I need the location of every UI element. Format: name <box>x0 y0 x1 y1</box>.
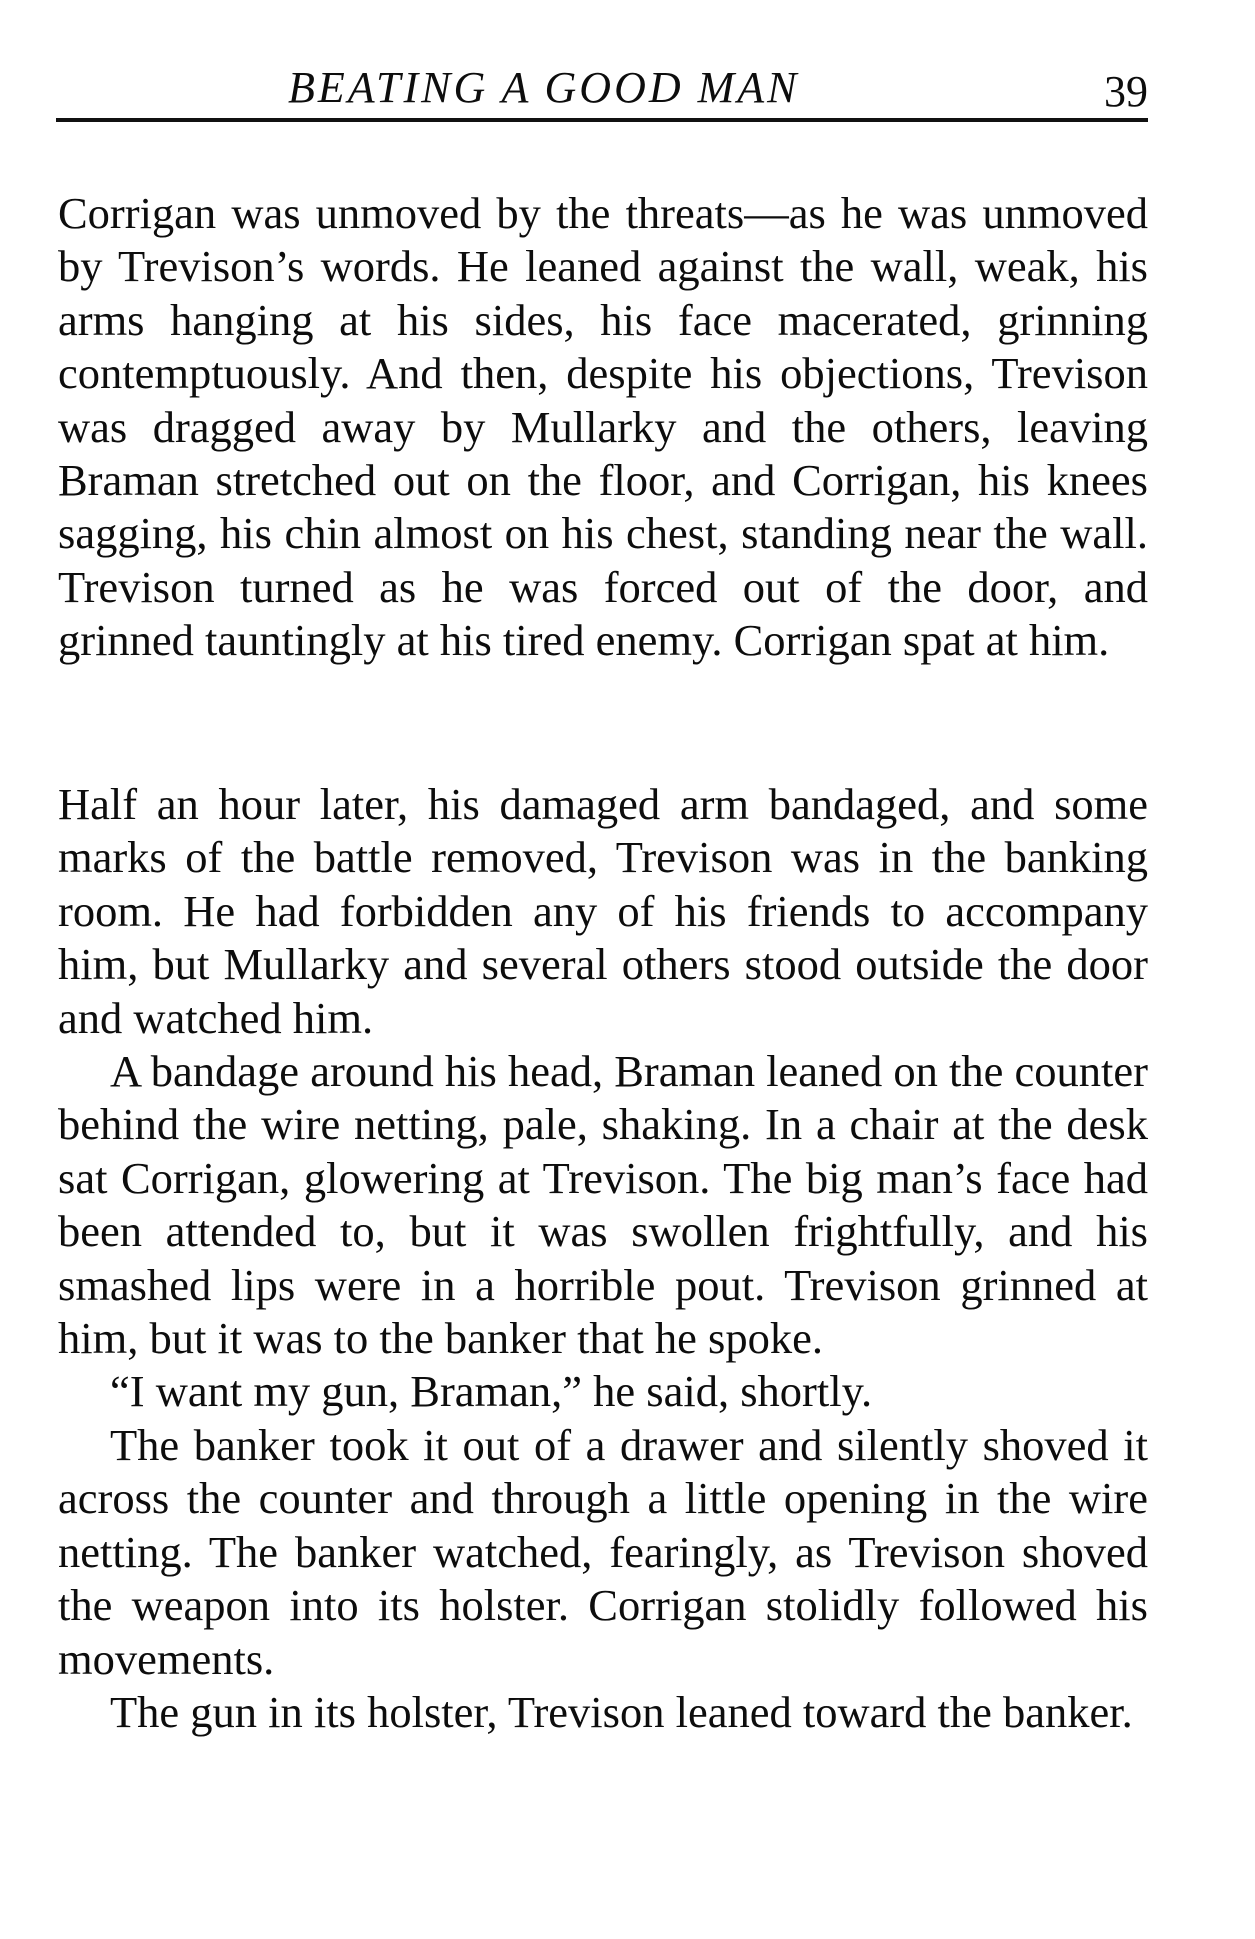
running-head: BEATING A GOOD MAN <box>288 63 800 112</box>
text-block-1 <box>58 187 1148 668</box>
header-rule <box>56 118 1148 122</box>
paragraph: “I want my gun, Braman,” he said, shortly. <box>110 1366 873 1417</box>
paragraph: A bandage around his head, Braman leaned on the counter behind the wire netting, pale, shaking. In a chair at the desk sat Corrigan, glowering at Trevison. The big man’s face had been attended to, but it was swollen frightfully, and his smashed lips were in a horrible pout. Trevison grinned at him, but it was to the banker that he spoke. <box>58 1046 1148 1364</box>
page-header <box>56 52 1148 122</box>
paragraph: The banker took it out of a drawer and silently shoved it across the counter and through a little opening in the wire netting. The banker watched, fearingly, as Trevison shoved the weapon into its holster. Corrigan stolidly followed his movements. <box>58 1419 1148 1684</box>
paragraph: The gun in its holster, Trevison leaned toward the banker. <box>110 1686 1133 1737</box>
paragraph: Corrigan was unmoved by the threats—as he was unmoved by Trevison’s words. He leaned against the wall, weak, his arms hanging at his sides, his face macerated, grinning contemptuously. And then, despite his objections, Trevison was dragged away by Mullarky and the others, leaving Braman stretched out on the floor, and Corrigan, his knees sagging, his chin almost on his chest, standing near the wall. Trevison turned as he was forced out of the door, and grinned tauntingly at his tired enemy. Corrigan spat at him. <box>58 188 1148 666</box>
text-block-2 <box>58 778 1148 1739</box>
page-number: 39 <box>1104 67 1148 116</box>
paragraph: Half an hour later, his damaged arm bandaged, and some marks of the battle removed, Trevison was in the banking room. He had forbidden any of his friends to accompany him, but Mullarky and several others stood outside the door and watched him. <box>58 779 1148 1043</box>
